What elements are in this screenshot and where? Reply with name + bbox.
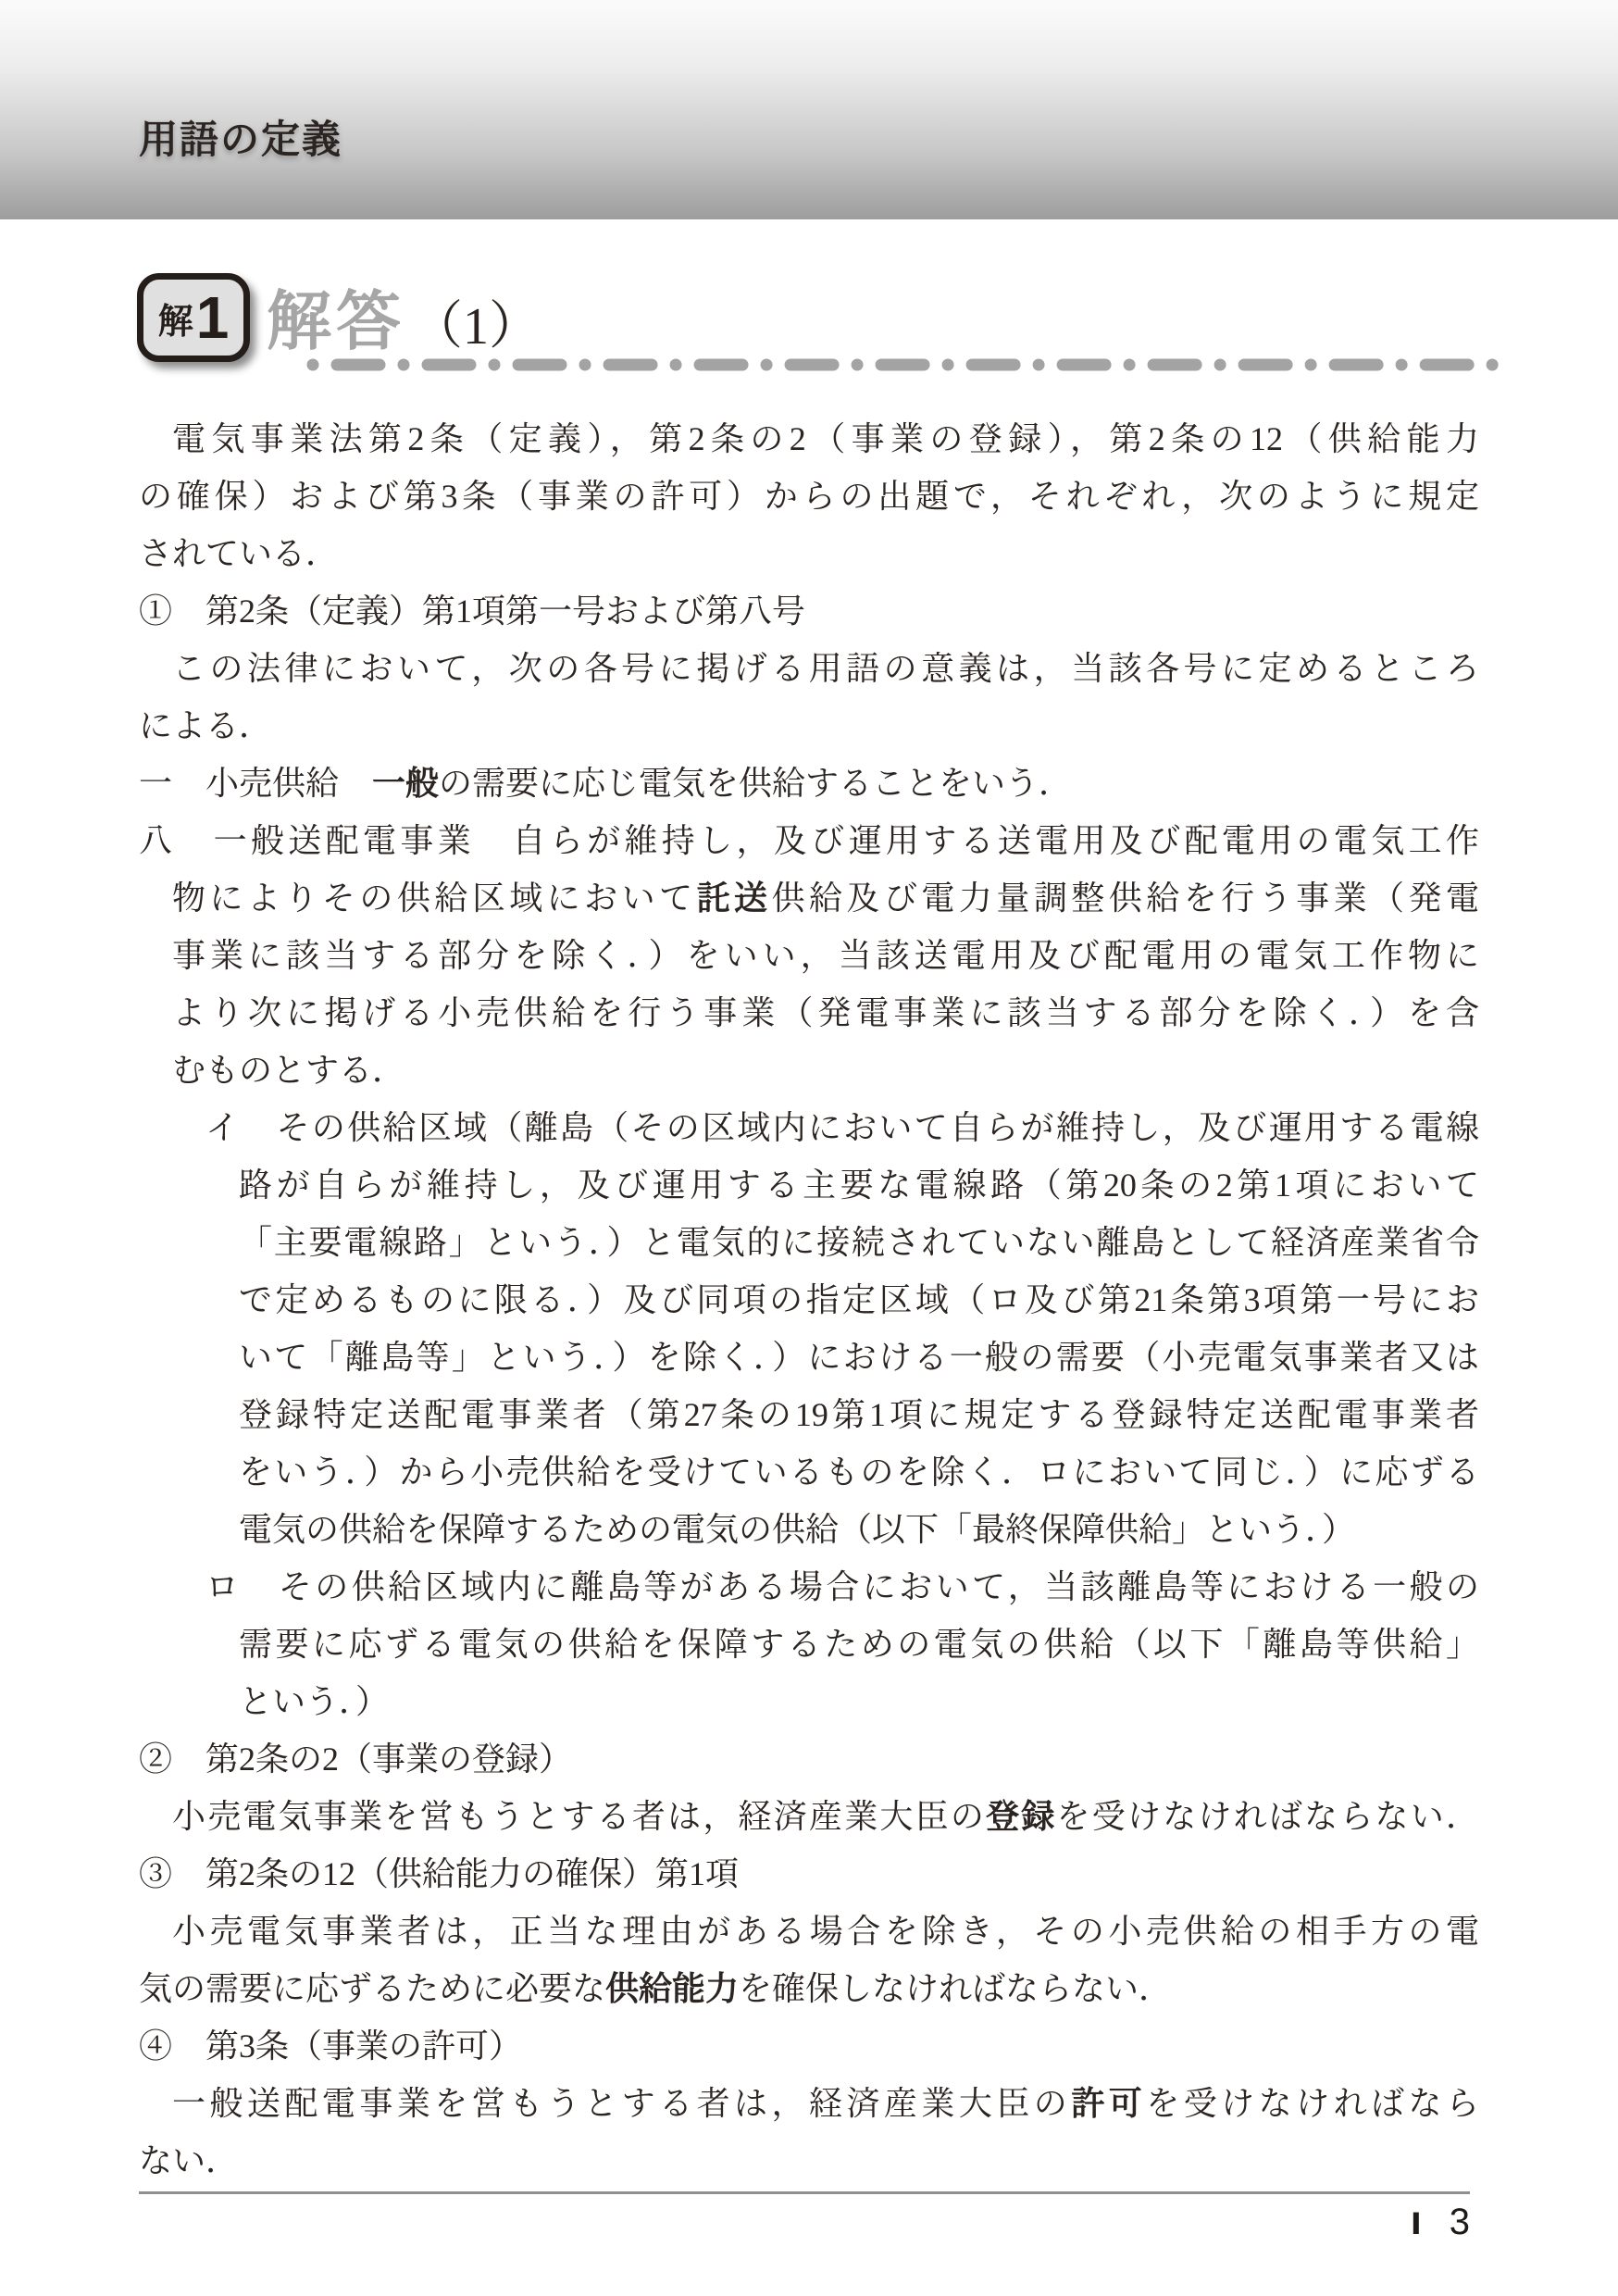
text-line bbox=[139, 1214, 1479, 1271]
text-segment: 小売電気事業者は，正当な理由がある場合を除き，その小売供給の相手方の電 bbox=[172, 1913, 1479, 1950]
text-segment: 気の需要に応ずるために必要な bbox=[139, 1970, 606, 2007]
text-line bbox=[139, 582, 1479, 640]
page-number: 3 bbox=[1449, 2202, 1470, 2242]
text-line bbox=[139, 1501, 1479, 1558]
text-segment: を受けなければならない． bbox=[1056, 1798, 1479, 1835]
text-segment: ④ 第3条（事業の許可） bbox=[139, 2028, 523, 2065]
text-line bbox=[139, 1386, 1479, 1443]
text-line bbox=[139, 1558, 1479, 1616]
text-segment: 物によりその供給区域において bbox=[172, 880, 697, 917]
answer-badge-label: 解 bbox=[157, 302, 193, 342]
text-line bbox=[139, 2132, 1479, 2190]
text-line bbox=[139, 927, 1479, 984]
text-segment: 八 一般送配電事業 自らが維持し，及び運用する送電用及び配電用の電気工作 bbox=[139, 822, 1479, 859]
text-line bbox=[139, 1443, 1479, 1501]
answer-heading-text bbox=[267, 269, 541, 363]
text-line bbox=[139, 1099, 1479, 1156]
emphasized-term: 供給能力 bbox=[605, 1969, 740, 2007]
answer-badge-number: 1 bbox=[195, 284, 230, 351]
text-segment: 事業に該当する部分を除く．）をいい，当該送電用及び配電用の電気工作物に bbox=[172, 937, 1479, 974]
text-segment: ② 第2条の2（事業の登録） bbox=[139, 1741, 573, 1778]
answer-heading-row bbox=[137, 269, 1498, 410]
text-segment: この法律において，次の各号に掲げる用語の意義は，当該各号に定めるところ bbox=[172, 650, 1479, 687]
chapter-header-bar bbox=[0, 0, 1618, 219]
text-line bbox=[139, 1271, 1479, 1329]
text-segment: ① 第2条（定義）第1項第一号および第八号 bbox=[139, 593, 806, 630]
text-line bbox=[139, 1042, 1479, 1099]
text-segment: をいう．）から小売供給を受けているものを除く．ロにおいて同じ．）に応ずる bbox=[239, 1454, 1479, 1491]
text-segment: で定めるものに限る．）及び同項の指定区域（ロ及び第21条第3項第一号にお bbox=[239, 1281, 1479, 1318]
text-line bbox=[139, 525, 1479, 582]
text-segment: より次に掲げる小売供給を行う事業（発電事業に該当する部分を除く．）を含 bbox=[172, 994, 1479, 1031]
text-segment: ない． bbox=[139, 2142, 240, 2179]
text-line bbox=[139, 697, 1479, 755]
text-segment: 供給及び電力量調整供給を行う事業（発電 bbox=[771, 880, 1479, 917]
emphasized-term: 登録 bbox=[986, 1797, 1057, 1835]
text-line bbox=[139, 812, 1479, 869]
text-line bbox=[139, 2017, 1479, 2075]
answer-title: 解答 bbox=[267, 285, 405, 357]
volume-label: Ⅰ bbox=[1410, 2207, 1422, 2240]
text-segment: 電気事業法第2条（定義），第2条の2（事業の登録），第2条の12（供給能力 bbox=[172, 420, 1479, 457]
text-segment: を確保しなければならない． bbox=[739, 1970, 1173, 2007]
text-line bbox=[139, 1329, 1479, 1386]
text-segment: いて「離島等」という．）を除く．）における一般の需要（小売電気事業者又は bbox=[239, 1339, 1479, 1376]
footer-rule bbox=[139, 2191, 1470, 2194]
text-segment: 小売電気事業を営もうとする者は，経済産業大臣の bbox=[172, 1798, 987, 1835]
text-line bbox=[139, 468, 1479, 525]
dotted-divider-line bbox=[305, 357, 1501, 372]
text-line bbox=[139, 2075, 1479, 2132]
text-line bbox=[139, 1788, 1479, 1845]
page-number-block bbox=[139, 2202, 1472, 2243]
text-segment: 路が自らが維持し，及び運用する主要な電線路（第20条の2第1項において bbox=[239, 1167, 1479, 1204]
text-segment: の需要に応じ電気を供給することをいう． bbox=[439, 765, 1073, 802]
text-segment: 一般送配電事業を営もうとする者は，経済産業大臣の bbox=[172, 2085, 1072, 2122]
text-line bbox=[139, 1730, 1479, 1788]
text-segment: 「主要電線路」という．）と電気的に接続されていない離島として経済産業省令 bbox=[239, 1224, 1479, 1261]
text-segment: ロ その供給区域内に離島等がある場合において，当該離島等における一般の bbox=[205, 1568, 1479, 1605]
text-line bbox=[139, 1156, 1479, 1214]
text-segment: 電気の供給を保障するための電気の供給（以下「最終保障供給」という．） bbox=[239, 1511, 1356, 1548]
text-segment: むものとする． bbox=[172, 1052, 406, 1089]
text-line bbox=[139, 1960, 1479, 2017]
text-line bbox=[139, 869, 1479, 927]
text-line bbox=[139, 1845, 1479, 1903]
text-line bbox=[139, 984, 1479, 1042]
text-line bbox=[139, 1616, 1479, 1673]
text-line bbox=[139, 640, 1479, 697]
page-footer bbox=[139, 2191, 1472, 2243]
emphasized-term: 許可 bbox=[1071, 2084, 1147, 2122]
text-segment: されている． bbox=[139, 535, 340, 572]
text-segment: 需要に応ずる電気の供給を保障するための電気の供給（以下「離島等供給」 bbox=[239, 1626, 1479, 1663]
text-segment: による． bbox=[139, 707, 273, 744]
text-line bbox=[139, 755, 1479, 812]
text-segment: を受けなければなら bbox=[1146, 2085, 1479, 2122]
text-segment: 一 小売供給 bbox=[139, 765, 373, 802]
text-segment: 登録特定送配電事業者（第27条の19第1項に規定する登録特定送配電事業者 bbox=[239, 1396, 1479, 1433]
text-line bbox=[139, 410, 1479, 468]
answer-body bbox=[139, 410, 1479, 2190]
emphasized-term: 一般 bbox=[372, 764, 440, 802]
text-line bbox=[139, 1903, 1479, 1960]
emphasized-term: 託送 bbox=[696, 879, 772, 917]
chapter-title: 用語の定義 bbox=[139, 118, 343, 161]
text-line bbox=[139, 1673, 1479, 1730]
answer-number-badge bbox=[137, 273, 250, 362]
text-segment: という．） bbox=[239, 1683, 390, 1720]
text-segment: の確保）および第3条（事業の許可）からの出題で，それぞれ，次のように規定 bbox=[139, 478, 1479, 515]
answer-subtitle: （1） bbox=[411, 298, 541, 356]
text-segment: ③ 第2条の12（供給能力の確保）第1項 bbox=[139, 1855, 740, 1892]
text-segment: イ その供給区域（離島（その区域内において自らが維持し，及び運用する電線 bbox=[205, 1109, 1479, 1146]
